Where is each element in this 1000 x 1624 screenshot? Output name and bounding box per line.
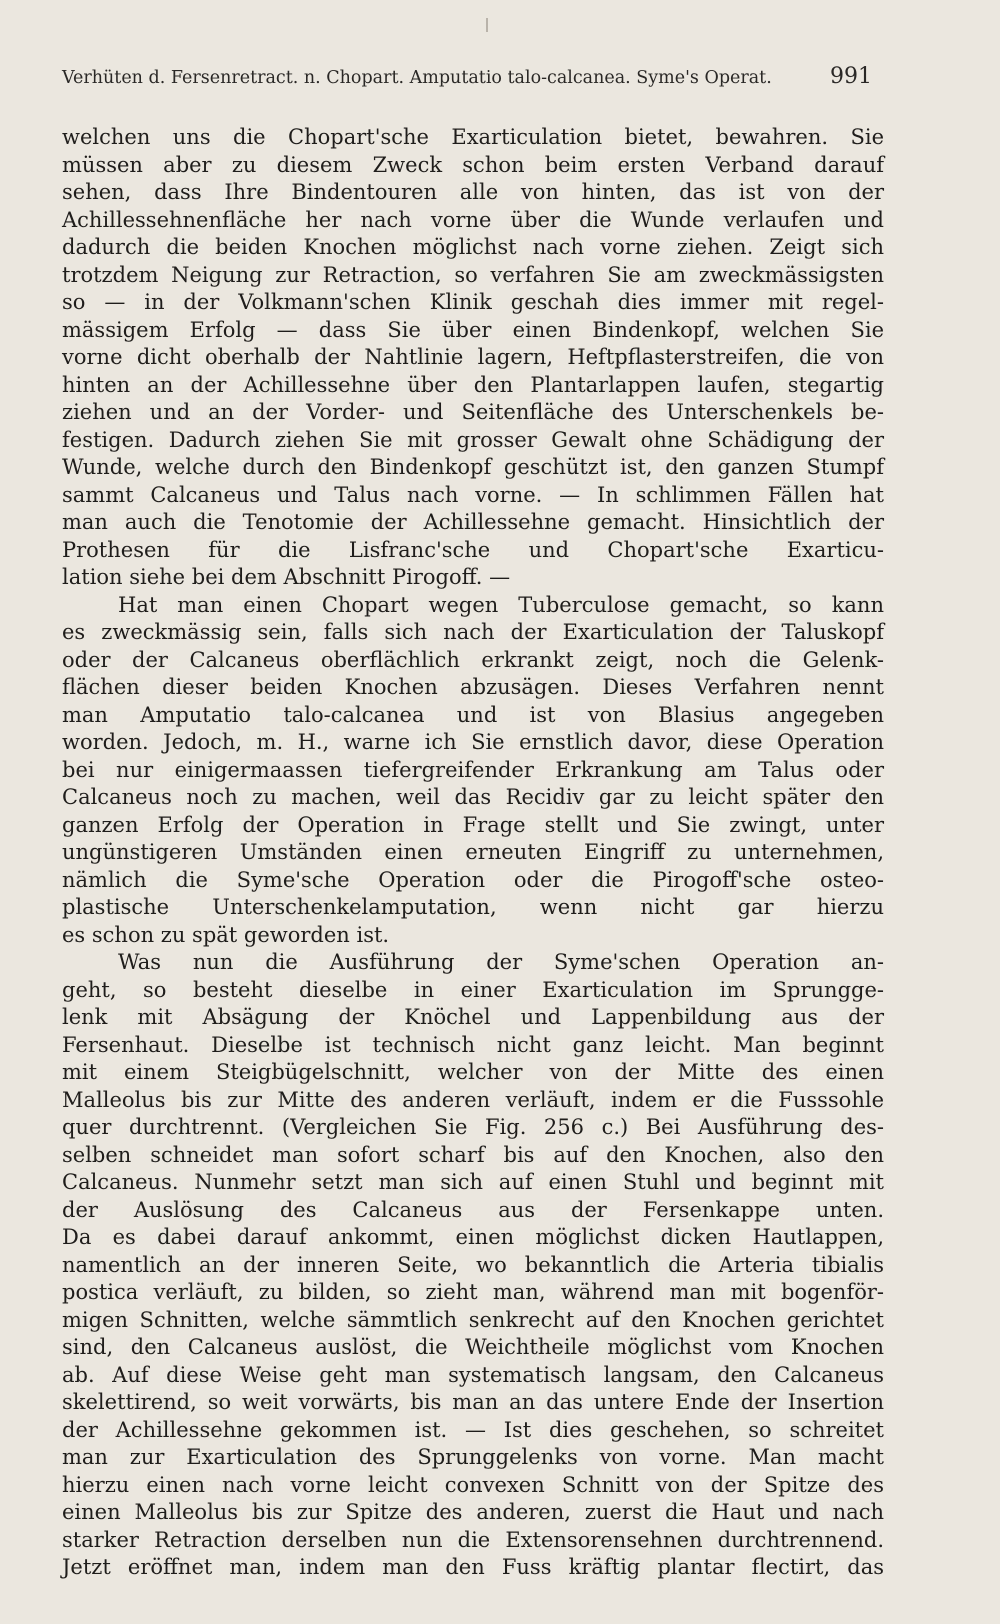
running-title: Verhüten d. Fersenretract. n. Chopart. Amputatio talo-calcanea. Syme's Operat. (62, 68, 772, 88)
text-line: starker Retraction derselben nun die Extensorensehnen durchtrennend. (62, 1527, 884, 1552)
text-line: hierzu einen nach vorne leicht convexen Schnitt von der Spitze des (62, 1472, 884, 1497)
text-line: Was nun die Ausführung der Syme'schen Operation an- (118, 950, 884, 974)
page-number: 991 (830, 64, 872, 89)
text-line: es zweckmässig sein, falls sich nach der Exarticulation der Taluskopf (62, 620, 884, 644)
text-line: postica verläuft, zu bilden, so zieht man, während man mit bogenför- (62, 1280, 884, 1304)
text-line: der Achillessehne gekommen ist. — Ist dies geschehen, so schreitet (62, 1417, 884, 1442)
text-line: skelettirend, so weit vorwärts, bis man an das untere Ende der Insertion (62, 1390, 884, 1414)
text-line: der Auslösung des Calcaneus aus der Fersenkappe unten. (62, 1197, 884, 1222)
text-line: Achillessehnenfläche her nach vorne über die Wunde verlaufen und (62, 207, 884, 232)
text-line: ziehen und an der Vorder- und Seitenfläche des Unterschenkels be- (62, 400, 884, 424)
text-line: man Amputatio talo-calcanea und ist von Blasius angegeben (62, 702, 884, 727)
text-line: man zur Exarticulation des Sprunggelenks von vorne. Man macht (62, 1445, 884, 1469)
text-line: müssen aber zu diesem Zweck schon beim ersten Verband darauf (62, 152, 884, 177)
text-line: Da es dabei darauf ankommt, einen möglichst dicken Hautlappen, (62, 1225, 884, 1249)
text-line: Hat man einen Chopart wegen Tuberculose gemacht, so kann (118, 592, 884, 617)
text-line: ganzen Erfolg der Operation in Frage stellt und Sie zwingt, unter (62, 812, 884, 837)
text-line: man auch die Tenotomie der Achillessehne gemacht. Hinsichtlich der (62, 510, 884, 534)
text-line: quer durchtrennt. (Vergleichen Sie Fig. 256 c.) Bei Ausführung des- (62, 1115, 884, 1139)
text-line: Prothesen für die Lisfranc'sche und Chopart'sche Exarticu- (62, 537, 884, 562)
running-header (62, 64, 872, 89)
text-line: sehen, dass Ihre Bindentouren alle von hinten, das ist von der (62, 180, 884, 204)
text-line: mit einem Steigbügelschnitt, welcher von der Mitte des einen (62, 1060, 884, 1084)
text-line: welchen uns die Chopart'sche Exarticulation bietet, bewahren. Sie (62, 125, 884, 149)
text-line: hinten an der Achillessehne über den Plantarlappen laufen, stegartig (62, 372, 884, 397)
text-line: oder der Calcaneus oberflächlich erkrankt zeigt, noch die Gelenk- (62, 647, 884, 672)
text-line: vorne dicht oberhalb der Nahtlinie lagern, Heftpflasterstreifen, die von (62, 345, 884, 369)
text-line: trotzdem Neigung zur Retraction, so verfahren Sie am zweckmässigsten (62, 262, 884, 287)
text-line: lenk mit Absägung der Knöchel und Lappenbildung aus der (62, 1005, 884, 1029)
text-line: nämlich die Syme'sche Operation oder die Pirogoff'sche osteo- (62, 867, 884, 892)
text-line: Calcaneus. Nunmehr setzt man sich auf einen Stuhl und beginnt mit (62, 1170, 884, 1194)
margin-mark (486, 18, 488, 32)
text-line: ab. Auf diese Weise geht man systematisch langsam, den Calcaneus (62, 1362, 884, 1387)
text-line: festigen. Dadurch ziehen Sie mit grosser Gewalt ohne Schädigung der (62, 427, 884, 452)
text-line: geht, so besteht dieselbe in einer Exarticulation im Sprungge- (62, 977, 884, 1002)
text-line: migen Schnitten, welche sämmtlich senkrecht auf den Knochen gerichtet (62, 1307, 884, 1332)
body-text (62, 124, 884, 1582)
text-line: Wunde, welche durch den Bindenkopf geschützt ist, den ganzen Stumpf (62, 455, 884, 479)
text-line: es schon zu spät geworden ist. (62, 922, 390, 947)
text-line: Jetzt eröffnet man, indem man den Fuss kräftig plantar flectirt, das (62, 1555, 884, 1579)
text-line: lation siehe bei dem Abschnitt Pirogoff. — (62, 565, 511, 589)
text-line: flächen dieser beiden Knochen abzusägen. Dieses Verfahren nennt (62, 675, 884, 699)
text-line: selben schneidet man sofort scharf bis auf den Knochen, also den (62, 1142, 884, 1167)
text-line: so — in der Volkmann'schen Klinik geschah dies immer mit regel- (62, 290, 884, 314)
text-line: mässigem Erfolg — dass Sie über einen Bindenkopf, welchen Sie (62, 317, 884, 342)
text-line: ungünstigeren Umständen einen erneuten Eingriff zu unternehmen, (62, 840, 884, 864)
text-line: Calcaneus noch zu machen, weil das Recidiv gar zu leicht später den (62, 785, 884, 809)
text-line: worden. Jedoch, m. H., warne ich Sie ernstlich davor, diese Operation (62, 730, 884, 754)
text-line: namentlich an der inneren Seite, wo bekanntlich die Arteria tibialis (62, 1252, 884, 1277)
text-line: bei nur einigermaassen tiefergreifender Erkrankung am Talus oder (62, 757, 884, 782)
text-line: dadurch die beiden Knochen möglichst nach vorne ziehen. Zeigt sich (62, 235, 884, 259)
text-line: Fersenhaut. Dieselbe ist technisch nicht ganz leicht. Man beginnt (62, 1032, 884, 1057)
text-line: plastische Unterschenkelamputation, wenn nicht gar hierzu (62, 895, 884, 919)
text-line: sind, den Calcaneus auslöst, die Weichtheile möglichst vom Knochen (62, 1335, 884, 1359)
text-line: einen Malleolus bis zur Spitze des anderen, zuerst die Haut und nach (62, 1500, 884, 1524)
text-line: sammt Calcaneus und Talus nach vorne. — In schlimmen Fällen hat (62, 482, 884, 507)
text-line: Malleolus bis zur Mitte des anderen verläuft, indem er die Fusssohle (62, 1087, 884, 1112)
